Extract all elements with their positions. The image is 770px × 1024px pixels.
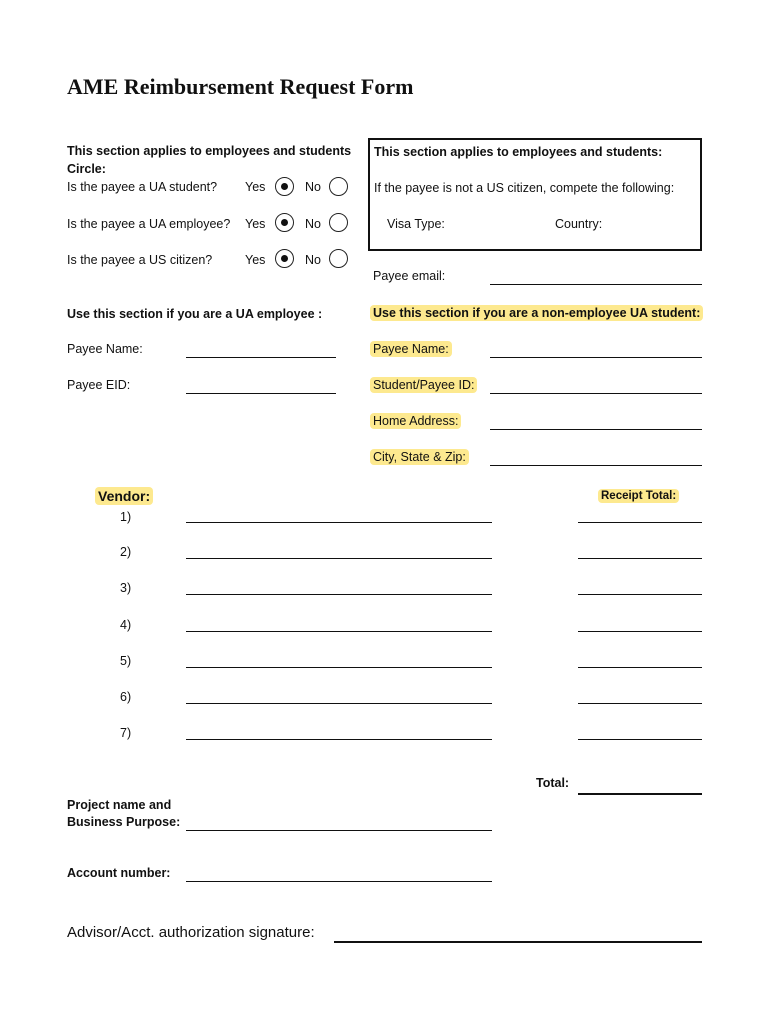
visa-type-field[interactable] [452,216,546,234]
receipt-total-field[interactable] [578,558,702,559]
receipt-total-field[interactable] [578,703,702,704]
employee-payee-name-label: Payee Name: [67,342,143,356]
student-payee-name-text: Payee Name: [370,341,452,357]
city-state-zip-text: City, State & Zip: [370,449,469,465]
employee-payee-eid-label: Payee EID: [67,378,131,392]
no-label: No [305,180,321,194]
signature-label: Advisor/Acct. authorization signature: [67,924,315,941]
vendor-name-field[interactable] [186,558,492,559]
vendor-row-number: 1) [120,510,132,524]
account-number-label: Account number: [67,866,171,880]
city-state-zip-field[interactable] [490,465,702,466]
signature-field[interactable] [334,941,702,943]
vendor-label [95,488,153,504]
vendor-name-field[interactable] [186,667,492,668]
student-id-field[interactable] [490,393,702,394]
student-section-heading-text: Use this section if you are a non-employee UA student: [370,305,703,321]
receipt-total-field[interactable] [578,631,702,632]
vendor-row-number: 3) [120,581,132,595]
ua-employee-no-radio[interactable] [329,213,348,232]
student-payee-name-label [370,342,452,356]
vendor-name-field[interactable] [186,594,492,595]
employee-payee-eid-field[interactable] [186,393,336,394]
us-citizen-yes-radio[interactable] [275,249,294,268]
employee-payee-name-field[interactable] [186,357,336,358]
payee-email-field[interactable] [490,284,702,285]
circle-label: Circle: [67,162,106,176]
project-label-line1: Project name and [67,798,172,812]
country-field[interactable] [606,216,700,234]
vendor-label-text: Vendor: [95,487,153,505]
non-citizen-box [368,138,702,251]
receipt-total-field[interactable] [578,594,702,595]
vendor-row-number: 7) [120,726,132,740]
student-payee-name-field[interactable] [490,357,702,358]
receipt-total-text: Receipt Total: [598,489,679,503]
yes-label: Yes [245,217,266,231]
business-purpose-field[interactable] [186,830,492,831]
receipt-total-field[interactable] [578,667,702,668]
vendor-row-number: 5) [120,654,132,668]
home-address-label [370,414,461,428]
no-label: No [305,217,321,231]
question-ua-employee: Is the payee a UA employee? [67,217,231,231]
ua-student-yes-radio[interactable] [275,177,294,196]
visa-type-label: Visa Type: [387,217,445,231]
question-ua-student: Is the payee a UA student? [67,180,218,194]
ua-student-no-radio[interactable] [329,177,348,196]
vendor-name-field[interactable] [186,631,492,632]
right-box-heading: This section applies to employees and students: [374,145,663,159]
yes-label: Yes [245,253,266,267]
country-label: Country: [555,217,603,231]
payee-email-label: Payee email: [373,269,446,283]
total-label: Total: [536,776,570,790]
home-address-text: Home Address: [370,413,461,429]
non-citizen-instruction: If the payee is not a US citizen, compete the following: [374,181,675,195]
project-label-line2: Business Purpose: [67,815,181,829]
vendor-row-number: 6) [120,690,132,704]
left-section-heading: This section applies to employees and students [67,144,352,158]
question-us-citizen: Is the payee a US citizen? [67,253,213,267]
vendor-row-number: 4) [120,618,132,632]
home-address-field[interactable] [490,429,702,430]
ua-employee-yes-radio[interactable] [275,213,294,232]
total-field[interactable] [578,793,702,795]
receipt-total-field[interactable] [578,522,702,523]
vendor-name-field[interactable] [186,522,492,523]
city-state-zip-label [370,450,469,464]
vendor-name-field[interactable] [186,739,492,740]
no-label: No [305,253,321,267]
student-id-label [370,378,477,392]
student-id-text: Student/Payee ID: [370,377,477,393]
receipt-total-field[interactable] [578,739,702,740]
vendor-row-number: 2) [120,545,132,559]
receipt-total-label [598,490,679,502]
vendor-name-field[interactable] [186,703,492,704]
account-number-field[interactable] [186,881,492,882]
page-title: AME Reimbursement Request Form [67,74,414,99]
student-section-heading [370,306,703,320]
employee-section-heading: Use this section if you are a UA employee : [67,307,323,321]
yes-label: Yes [245,180,266,194]
us-citizen-no-radio[interactable] [329,249,348,268]
